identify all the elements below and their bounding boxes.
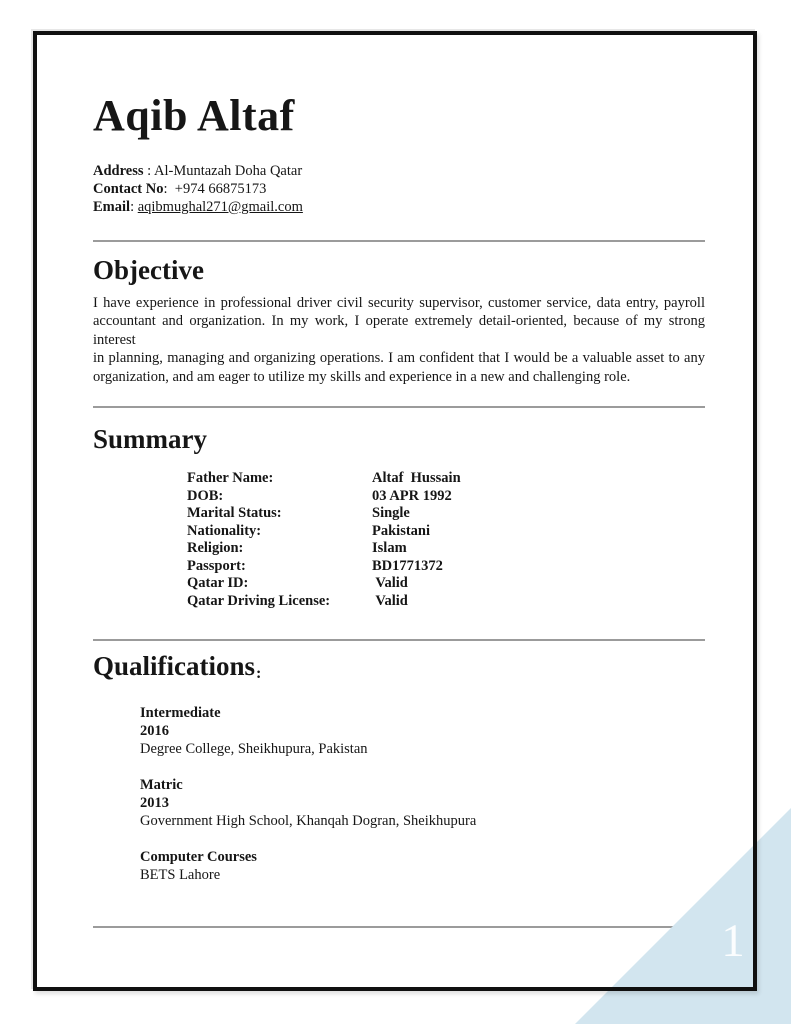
objective-text-line: I have experience in professional driver civil security supervisor, customer service, data entry, payroll <box>93 294 705 311</box>
qualifications-heading: Qualifications: <box>93 651 262 683</box>
summary-value: Islam <box>372 540 407 557</box>
qualification-title: Matric <box>140 777 183 794</box>
summary-row <box>187 593 705 611</box>
summary-value: Single <box>372 505 410 522</box>
contact-address-value: Al-Muntazah Doha Qatar <box>153 162 303 179</box>
summary-value: 03 APR 1992 <box>372 487 452 504</box>
summary-row <box>187 488 705 506</box>
summary-value: Valid <box>372 592 408 609</box>
qualification-title: Computer Courses <box>140 849 257 866</box>
email-link[interactable]: aqibmughal271@gmail.com <box>137 198 303 215</box>
section-divider <box>93 639 705 641</box>
qualification-detail: Degree College, Sheikhupura, Pakistan <box>140 741 368 758</box>
qualification-entry <box>140 704 705 758</box>
summary-value: BD1771372 <box>372 557 443 574</box>
contact-address-label: Address <box>93 162 144 179</box>
summary-row <box>187 470 705 488</box>
qualification-year: 2013 <box>140 795 169 812</box>
contact-email-label: Email <box>93 198 131 215</box>
objective-text-line: in planning, managing and organizing operations. I am confident that I would be a valuable asset to any <box>93 350 705 367</box>
qualification-title: Intermediate <box>140 705 221 722</box>
summary-value: Valid <box>372 575 408 592</box>
section-divider <box>93 926 705 928</box>
contact-phone-value: +974 66875173 <box>174 180 267 197</box>
qualification-detail: Government High School, Khanqah Dogran, Sheikhupura <box>140 813 477 830</box>
objective-text-line: accountant and organization. In my work, I operate extremely detail-oriented, because of my strong interest <box>93 313 705 348</box>
contact-block <box>93 162 705 216</box>
summary-value: Pakistani <box>372 522 431 539</box>
qualifications-list <box>140 704 705 884</box>
qualifications-heading-colon: : <box>256 665 262 683</box>
objective-heading: Objective <box>93 254 204 285</box>
summary-row <box>187 523 705 541</box>
contact-phone-label: Contact No <box>93 180 164 197</box>
summary-table <box>187 470 705 610</box>
summary-label: Marital Status: <box>187 505 282 522</box>
contact-email: Email: aqibmughal271@gmail.com <box>93 198 303 215</box>
summary-label: Religion: <box>187 540 244 557</box>
summary-row <box>187 558 705 576</box>
qualification-year: 2016 <box>140 723 169 740</box>
summary-label: Father Name: <box>187 470 274 487</box>
summary-row <box>187 505 705 523</box>
qualification-entry <box>140 776 705 830</box>
contact-phone: Contact No: +974 66875173 <box>93 180 267 197</box>
section-divider <box>93 240 705 242</box>
summary-label: Qatar Driving License: <box>187 592 331 609</box>
summary-row <box>187 575 705 593</box>
objective-text-line: organization, and am eager to utilize my skills and experience in a new and challenging role. <box>93 368 631 385</box>
contact-address: Address : Al-Muntazah Doha Qatar <box>93 162 303 179</box>
summary-label: Qatar ID: <box>187 575 249 592</box>
qualification-detail: BETS Lahore <box>140 867 221 884</box>
qualification-entry <box>140 848 705 884</box>
section-divider <box>93 406 705 408</box>
summary-row <box>187 540 705 558</box>
summary-heading: Summary <box>93 424 207 455</box>
summary-value: Altaf Hussain <box>372 470 461 487</box>
summary-label: Passport: <box>187 557 246 574</box>
objective-paragraph <box>93 294 705 387</box>
page-number: 1 <box>721 915 745 967</box>
summary-label: Nationality: <box>187 522 262 539</box>
summary-label: DOB: <box>187 487 224 504</box>
resume-page <box>37 35 753 987</box>
person-name: Aqib Altaf <box>93 91 295 140</box>
